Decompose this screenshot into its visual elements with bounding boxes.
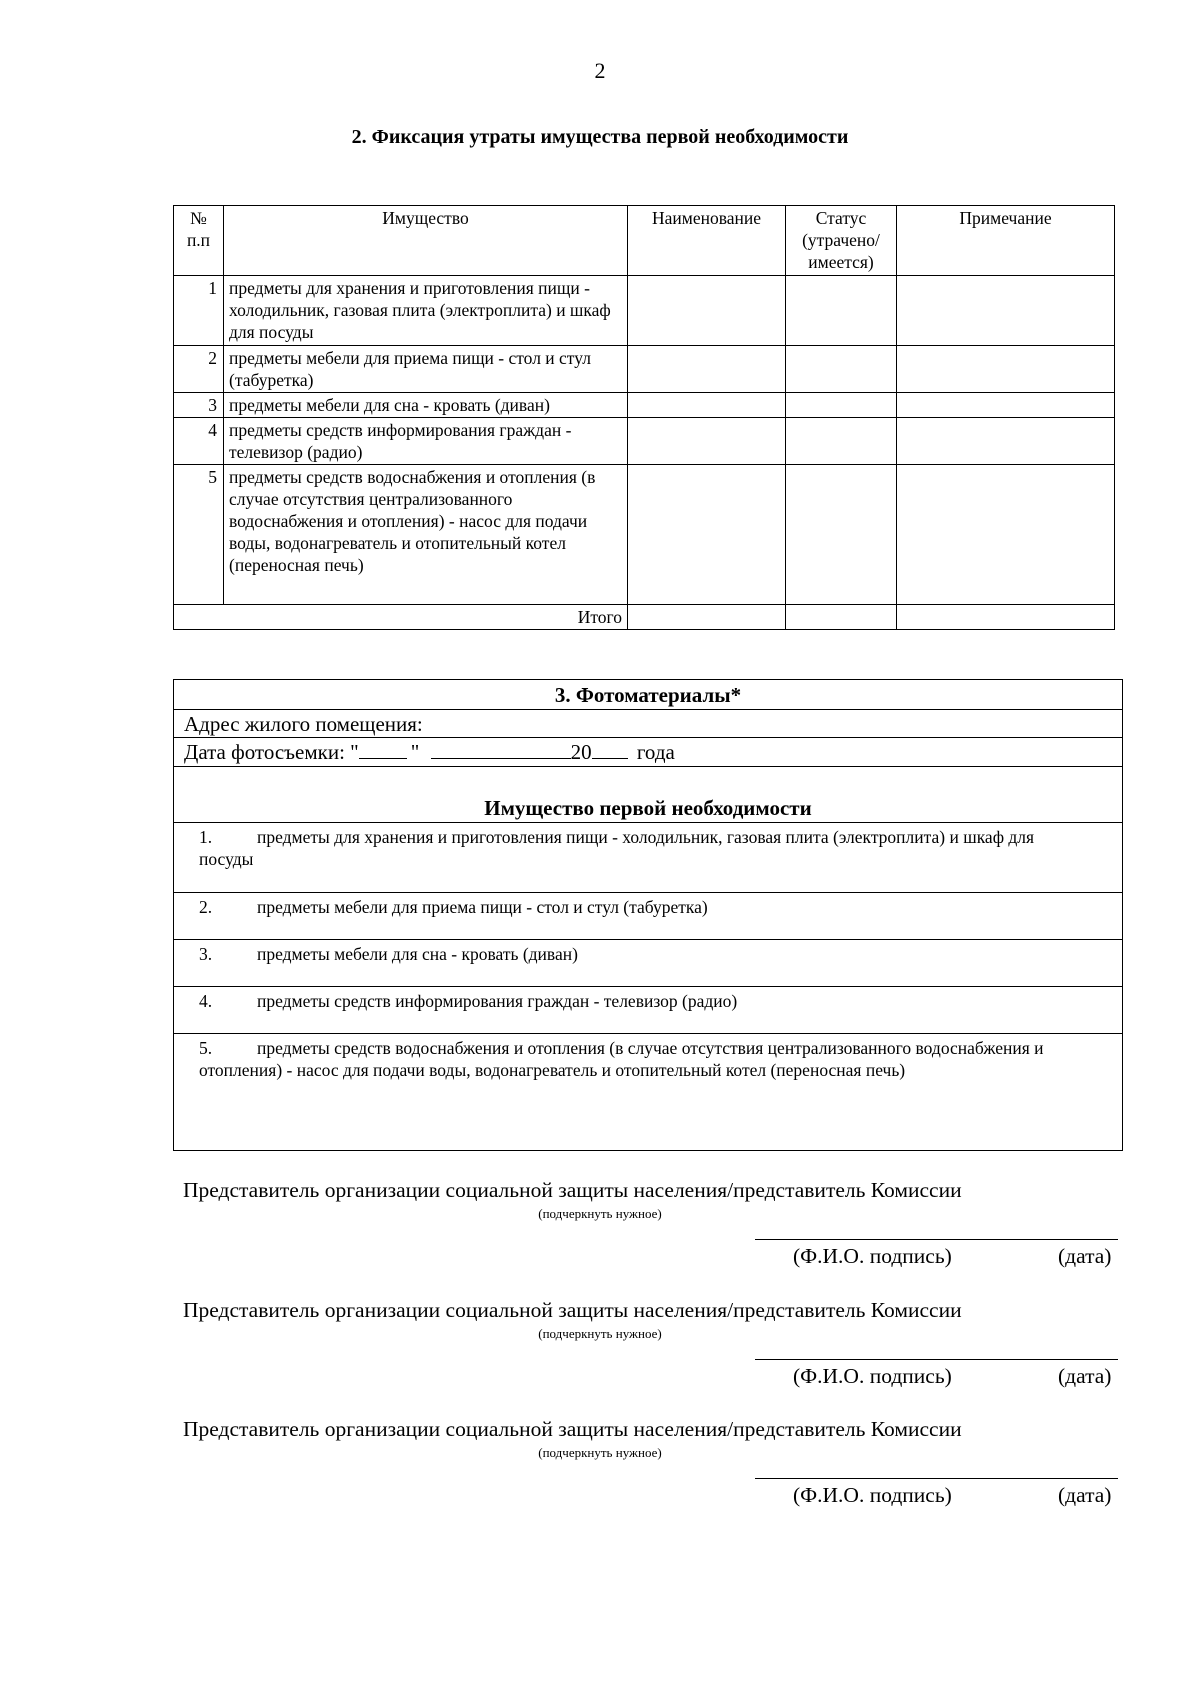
date-month-blank[interactable] (431, 738, 571, 759)
date-year-prefix: 20 (570, 740, 592, 764)
signature-hint: (подчеркнуть нужное) (538, 1326, 662, 1341)
item-number: 5. (199, 1038, 213, 1058)
row-property: предметы мебели для приема пищи - стол и стул (табуретка) (224, 346, 628, 393)
signature-role: Представитель организации социальной защиты населения/представитель Комиссии (183, 1417, 962, 1441)
table-row (174, 346, 1115, 393)
property-loss-table (173, 205, 1115, 630)
header-name: Наименование (628, 206, 786, 276)
address-field[interactable] (174, 710, 1122, 738)
item-text: предметы для хранения и приготовления пищи - холодильник, газовая плита (электроплита) и шкаф для посуды (199, 827, 1035, 869)
row-num: 2 (174, 346, 224, 393)
date-quote: " (410, 740, 420, 764)
item-number: 2. (199, 897, 213, 917)
row-property: предметы мебели для сна - кровать (диван) (224, 393, 628, 418)
item-text: предметы мебели для приема пищи - стол и стул (табуретка) (257, 897, 708, 917)
header-num: № п.п (174, 206, 224, 276)
row-name-cell[interactable] (628, 393, 786, 418)
table-header-row (174, 206, 1115, 276)
item-number: 1. (199, 827, 213, 847)
signature-hint: (подчеркнуть нужное) (538, 1206, 662, 1221)
signature-role: Представитель организации социальной защиты населения/представитель Комиссии (183, 1178, 962, 1202)
row-status-cell[interactable] (786, 465, 897, 605)
date-suffix: года (636, 740, 675, 764)
item-text: предметы средств информирования граждан - телевизор (радио) (257, 991, 738, 1011)
item-text: предметы средств водоснабжения и отопления (в случае отсутствия централизованного водоснабжения и отопления) - насос для подачи воды, водонагреватель и отопительный котел (переносная печь) (199, 1038, 1044, 1080)
row-note-cell[interactable] (897, 393, 1115, 418)
row-note-cell[interactable] (897, 465, 1115, 605)
photo-date-field[interactable] (174, 738, 1122, 767)
header-status: Статус (утрачено/ имеется) (786, 206, 897, 276)
signature-line[interactable] (755, 1239, 1118, 1240)
total-status-cell[interactable] (786, 605, 897, 630)
row-name-cell[interactable] (628, 465, 786, 605)
item-number: 4. (199, 991, 213, 1011)
row-num: 3 (174, 393, 224, 418)
signature-fio-label: (Ф.И.О. подпись) (793, 1483, 952, 1507)
signature-date-label: (дата) (1058, 1364, 1112, 1388)
total-note-cell[interactable] (897, 605, 1115, 630)
row-note-cell[interactable] (897, 346, 1115, 393)
date-day-blank[interactable] (359, 738, 407, 759)
row-property: предметы средств информирования граждан - телевизор (радио) (224, 418, 628, 465)
date-year-blank[interactable] (592, 738, 628, 759)
row-status-cell[interactable] (786, 393, 897, 418)
section-3-title: 3. Фотоматериалы* (174, 680, 1122, 710)
photo-item (174, 893, 1122, 940)
row-num: 4 (174, 418, 224, 465)
table-row (174, 465, 1115, 605)
table-total-row (174, 605, 1115, 630)
row-name-cell[interactable] (628, 418, 786, 465)
row-status-cell[interactable] (786, 276, 897, 346)
address-label: Адрес жилого помещения: (184, 712, 423, 736)
signature-hint: (подчеркнуть нужное) (538, 1445, 662, 1460)
section-2-title: 2. Фиксация утраты имущества первой необходимости (351, 126, 849, 148)
header-note: Примечание (897, 206, 1115, 276)
row-note-cell[interactable] (897, 418, 1115, 465)
row-property: предметы средств водоснабжения и отопления (в случае отсутствия централизованного водоснабжения и отопления) - насос для подачи воды, водонагреватель и отопительный котел (переносная печь) (224, 465, 628, 605)
signature-role: Представитель организации социальной защиты населения/представитель Комиссии (183, 1298, 962, 1322)
signature-line[interactable] (755, 1478, 1118, 1479)
signature-date-label: (дата) (1058, 1244, 1112, 1268)
total-name-cell[interactable] (628, 605, 786, 630)
signature-date-label: (дата) (1058, 1483, 1112, 1507)
date-label: Дата фотосъемки: " (184, 740, 359, 764)
row-status-cell[interactable] (786, 418, 897, 465)
photo-item (174, 1034, 1122, 1150)
row-name-cell[interactable] (628, 276, 786, 346)
photo-materials-box (173, 679, 1123, 1151)
photo-item (174, 823, 1122, 893)
table-row (174, 393, 1115, 418)
page-number: 2 (594, 58, 606, 83)
photo-item (174, 987, 1122, 1034)
signature-line[interactable] (755, 1359, 1118, 1360)
row-num: 1 (174, 276, 224, 346)
row-status-cell[interactable] (786, 346, 897, 393)
table-row (174, 418, 1115, 465)
row-name-cell[interactable] (628, 346, 786, 393)
item-number: 3. (199, 944, 213, 964)
signature-fio-label: (Ф.И.О. подпись) (793, 1364, 952, 1388)
row-num: 5 (174, 465, 224, 605)
item-text: предметы мебели для сна - кровать (диван) (257, 944, 578, 964)
photo-item (174, 940, 1122, 987)
row-note-cell[interactable] (897, 276, 1115, 346)
header-property: Имущество (224, 206, 628, 276)
table-row (174, 276, 1115, 346)
row-property: предметы для хранения и приготовления пищи - холодильник, газовая плита (электроплита) и шкаф для посуды (224, 276, 628, 346)
signature-fio-label: (Ф.И.О. подпись) (793, 1244, 952, 1268)
total-label: Итого (174, 605, 628, 630)
photo-subtitle: Имущество первой необходимости (174, 767, 1122, 823)
